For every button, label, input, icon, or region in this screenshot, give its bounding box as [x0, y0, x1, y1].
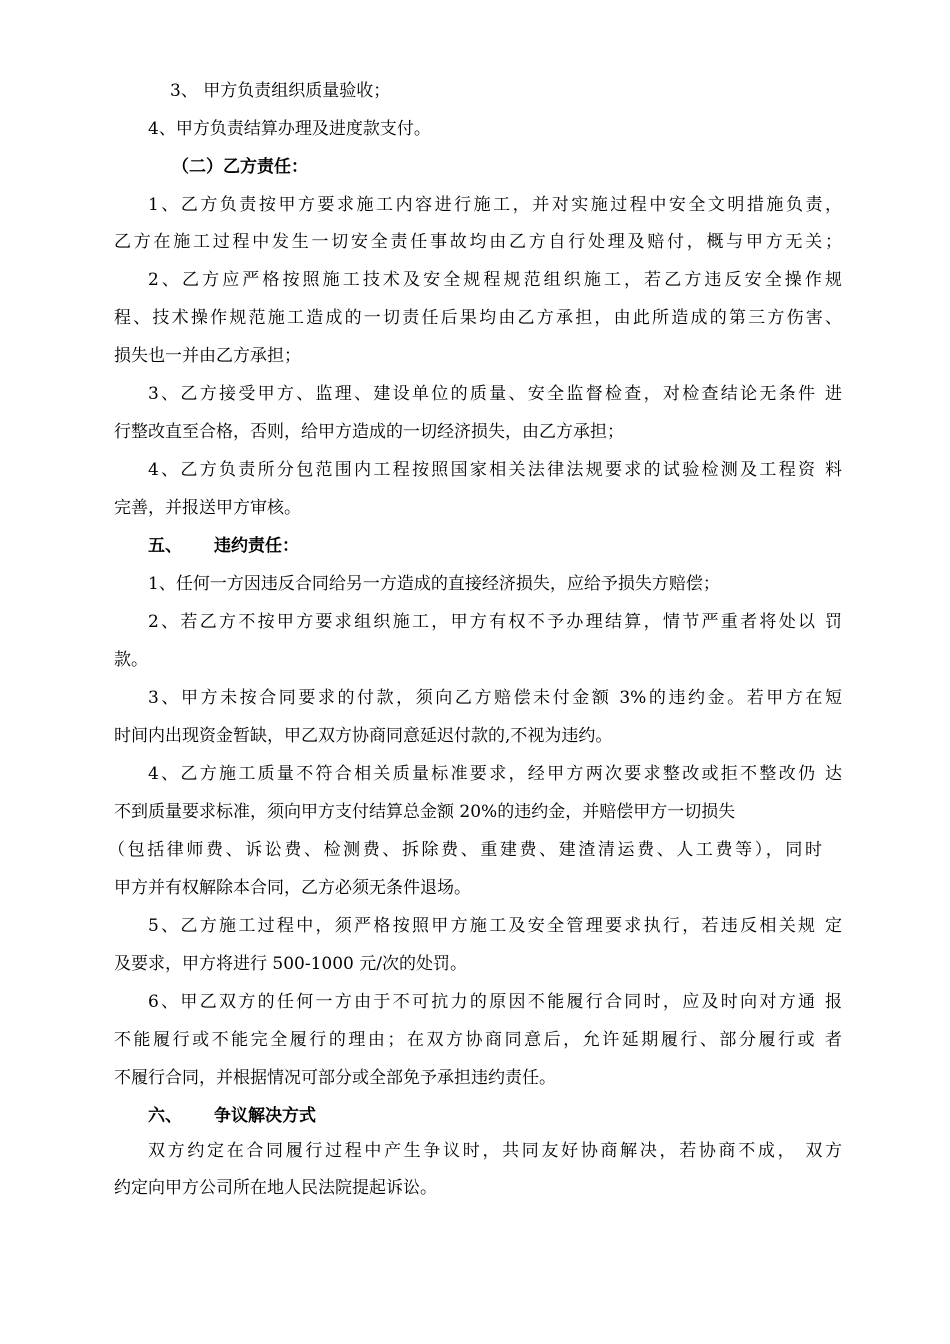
clause-b3-line2: 行整改直至合格，否则，给甲方造成的一切经济损失，由乙方承担； [114, 422, 624, 442]
clause-d1-line2: 约定向甲方公司所在地人民法院提起诉讼。 [114, 1178, 437, 1198]
section-heading-breach: 违约责任： [214, 536, 299, 556]
clause-c1: 1、任何一方因违反合同给另一方造成的直接经济损失，应给予损失方赔偿； [148, 574, 720, 594]
clause-b1-line1: 1、乙方负责按甲方要求施工内容进行施工，并对实施过程中安全文明措施负责， [148, 195, 842, 215]
clause-c5-line2: 及要求，甲方将进行 500-1000 元/次的处罚。 [114, 954, 467, 974]
clause-c2-line2: 款。 [114, 650, 148, 670]
clause-b4-line1: 4、乙方负责所分包范围内工程按照国家相关法律法规要求的试验检测及工程资 料 [148, 460, 842, 480]
section-number-6: 六、 [148, 1106, 182, 1126]
clause-a4: 4、甲方负责结算办理及进度款支付。 [148, 119, 431, 139]
clause-c4-line4: 甲方并有权解除本合同，乙方必须无条件退场。 [114, 878, 471, 898]
clause-c6-line3: 不履行合同，并根据情况可部分或全部免予承担违约责任。 [114, 1068, 556, 1088]
clause-b2-line1: 2、乙方应严格按照施工技术及安全规程规范组织施工，若乙方违反安全操作规 [148, 270, 842, 290]
clause-b3-line1: 3、乙方接受甲方、监理、建设单位的质量、安全监督检查，对检查结论无条件 进 [148, 384, 842, 404]
clause-c6-line2: 不能履行或不能完全履行的理由；在双方协商同意后，允许延期履行、部分履行或 者 [114, 1030, 842, 1050]
section-number-5: 五、 [148, 536, 182, 556]
clause-d1-line1: 双方约定在合同履行过程中产生争议时，共同友好协商解决，若协商不成， 双方 [148, 1141, 842, 1161]
clause-c4-line1: 4、乙方施工质量不符合相关质量标准要求，经甲方两次要求整改或拒不整改仍 达 [148, 764, 842, 784]
clause-b2-line3: 损失也一并由乙方承担； [114, 346, 301, 366]
clause-c4-line2: 不到质量要求标准，须向甲方支付结算总金额 20%的违约金，并赔偿甲方一切损失 [114, 802, 736, 822]
clause-c5-line1: 5、乙方施工过程中，须严格按照甲方施工及安全管理要求执行，若违反相关规 定 [148, 916, 842, 936]
clause-c2-line1: 2、若乙方不按甲方要求组织施工，甲方有权不予办理结算，情节严重者将处以 罚 [148, 612, 842, 632]
section-heading-dispute: 争议解决方式 [214, 1106, 316, 1126]
clause-c6-line1: 6、甲乙双方的任何一方由于不可抗力的原因不能履行合同时，应及时向对方通 报 [148, 992, 842, 1012]
clause-b4-line2: 完善，并报送甲方审核。 [114, 498, 301, 518]
clause-c4-line3: （包括律师费、诉讼费、检测费、拆除费、重建费、建渣清运费、人工费等），同时 [108, 840, 822, 860]
clause-a3: 3、 甲方负责组织质量验收； [170, 81, 391, 101]
clause-b2-line2: 程、技术操作规范施工造成的一切责任后果均由乙方承担，由此所造成的第三方伤害、 [114, 308, 842, 328]
section-heading-party-b: （二）乙方责任： [172, 157, 308, 177]
clause-b1-line2: 乙方在施工过程中发生一切安全责任事故均由乙方自行处理及赔付，概与甲方无关； [114, 232, 842, 252]
clause-c3-line2: 时间内出现资金暂缺，甲乙双方协商同意延迟付款的,不视为违约。 [114, 726, 613, 746]
clause-c3-line1: 3、甲方未按合同要求的付款，须向乙方赔偿未付金额 3%的违约金。若甲方在短 [148, 688, 842, 708]
